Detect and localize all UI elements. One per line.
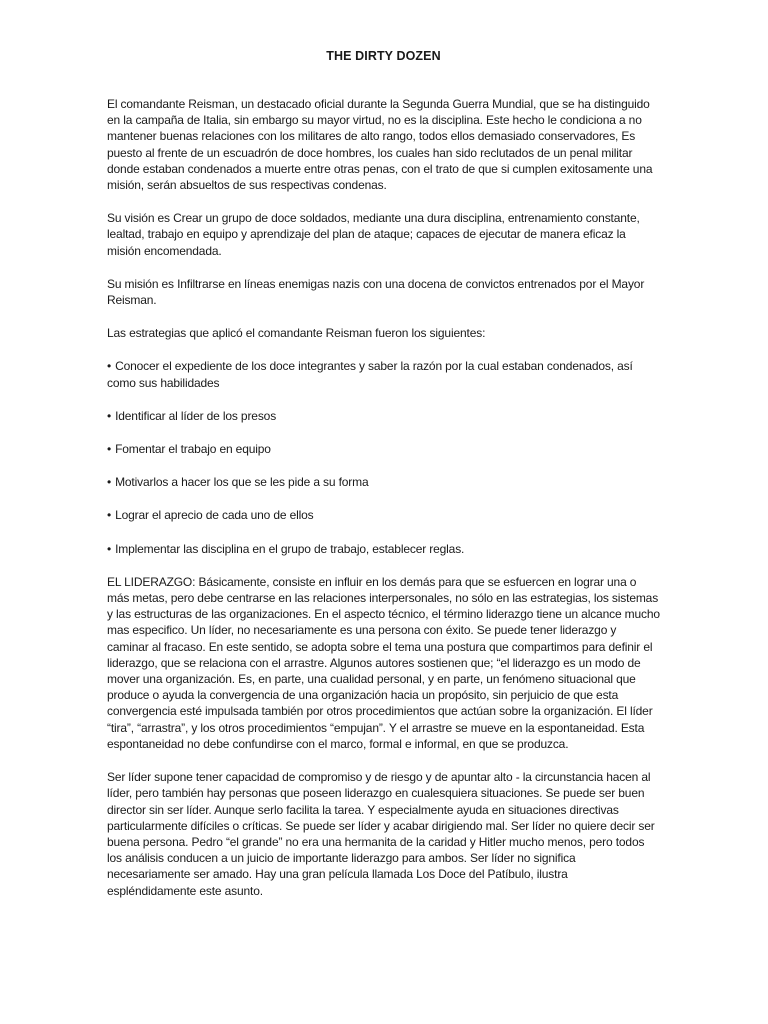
- bullet-icon: •: [107, 408, 112, 423]
- paragraph-mission: Su misión es Infiltrarse en líneas enemigas nazis con una docena de convictos entrenados por el Mayor Reisman.: [107, 276, 645, 308]
- list-item-text: Identificar al líder de los presos: [115, 408, 277, 423]
- paragraph-vision: Su visión es Crear un grupo de doce soldados, mediante una dura disciplina, entrenamiento constante, lealtad, trabajo en equipo y aprendizaje del plan de ataque; capaces de ejecutar de manera eficaz la misión encomendada.: [107, 211, 640, 258]
- bullet-icon: •: [107, 359, 112, 374]
- paragraph-being-leader: Ser líder supone tener capacidad de compromiso y de riesgo y de apuntar alto - la circunstancia hacen al líder, pero también hay personas que poseen liderazgo en cualesquiera situaciones. Se puede ser buen director sin ser líder. Aunque serlo facilita la tarea. Y especialmente ayuda en situaciones directivas particularmente difíciles o críticas. Se puede ser líder y acabar dirigiendo mal. Ser líder no quiere decir ser buena persona. Pedro “el grande” no era una hermanita de la caridad y Hitler mucho menos, pero todos los análisis conducen a un juicio de importante liderazgo para ambos. Ser líder no significa necesariamente ser amado. Hay una gran película llamada Los Doce del Patíbulo, ilustra espléndidamente este asunto.: [107, 770, 655, 898]
- paragraph-intro: El comandante Reisman, un destacado oficial durante la Segunda Guerra Mundial, que se ha distinguido en la campaña de Italia, sin embargo su mayor virtud, no es la disciplina. Este hecho le condiciona a no mantener buenas relaciones con los militares de alto rango, todos ellos demasiado conservadores, Es puesto al frente de un escuadrón de doce hombres, los cuales han sido reclutados de un penal militar donde estaban condenados a muerte entre otras penas, con el trato de que si cumplen exitosamente una misión, serán absueltos de sus respectivas condenas.: [107, 97, 653, 193]
- list-item: [107, 507, 660, 523]
- list-item-text: Lograr el aprecio de cada uno de ellos: [115, 508, 314, 523]
- document-title: THE DIRTY DOZEN: [326, 49, 441, 63]
- list-item: [107, 408, 660, 424]
- paragraph-leadership: EL LIDERAZGO: Básicamente, consiste en influir en los demás para que se esfuercen en lograr una o más metas, pero debe centrarse en las relaciones interpersonales, no sólo en las estrategias, los sistemas y las estructuras de las organizaciones. En el aspecto técnico, el término liderazgo tiene un alcance mucho mas especifico. Un líder, no necesariamente es una persona con éxito. Se puede tener liderazgo y caminar al fracaso. En este sentido, se adopta sobre el tema una postura que compartimos para definir el liderazgo, que se relaciona con el arrastre. Algunos autores sostienen que; “el liderazgo es un modo de mover una organización. Es, en parte, una cualidad personal, y en parte, un fenómeno situacional que produce o ayuda la convergencia de una organización hacia un propósito, sin perjuicio de que esta convergencia esté impulsada también por otros procedimientos que actúan sobre la organización. El líder “tira”, “arrastra”, y los otros procedimientos “empujan”. Y el arrastre se mueve en la espontaneidad. Esta espontaneidad no debe confundirse con el marco, formal e informal, en que se produzca.: [107, 574, 660, 751]
- bullet-icon: •: [107, 442, 112, 457]
- list-item-text: Conocer el expediente de los doce integrantes y saber la razón por la cual estaban condenados, así como sus habilidades: [107, 359, 633, 390]
- list-item: [107, 541, 660, 557]
- list-item-text: Implementar las disciplina en el grupo de trabajo, establecer reglas.: [115, 541, 465, 556]
- bullet-icon: •: [107, 475, 112, 490]
- list-item: [107, 474, 660, 490]
- bullet-icon: •: [107, 541, 112, 556]
- bullet-icon: •: [107, 508, 112, 523]
- list-item: [107, 358, 660, 390]
- paragraph-strategies-intro: Las estrategias que aplicó el comandante Reisman fueron los siguientes:: [107, 326, 486, 341]
- list-item-text: Fomentar el trabajo en equipo: [115, 442, 271, 457]
- list-item-text: Motivarlos a hacer los que se les pide a su forma: [115, 475, 369, 490]
- list-item: [107, 441, 660, 457]
